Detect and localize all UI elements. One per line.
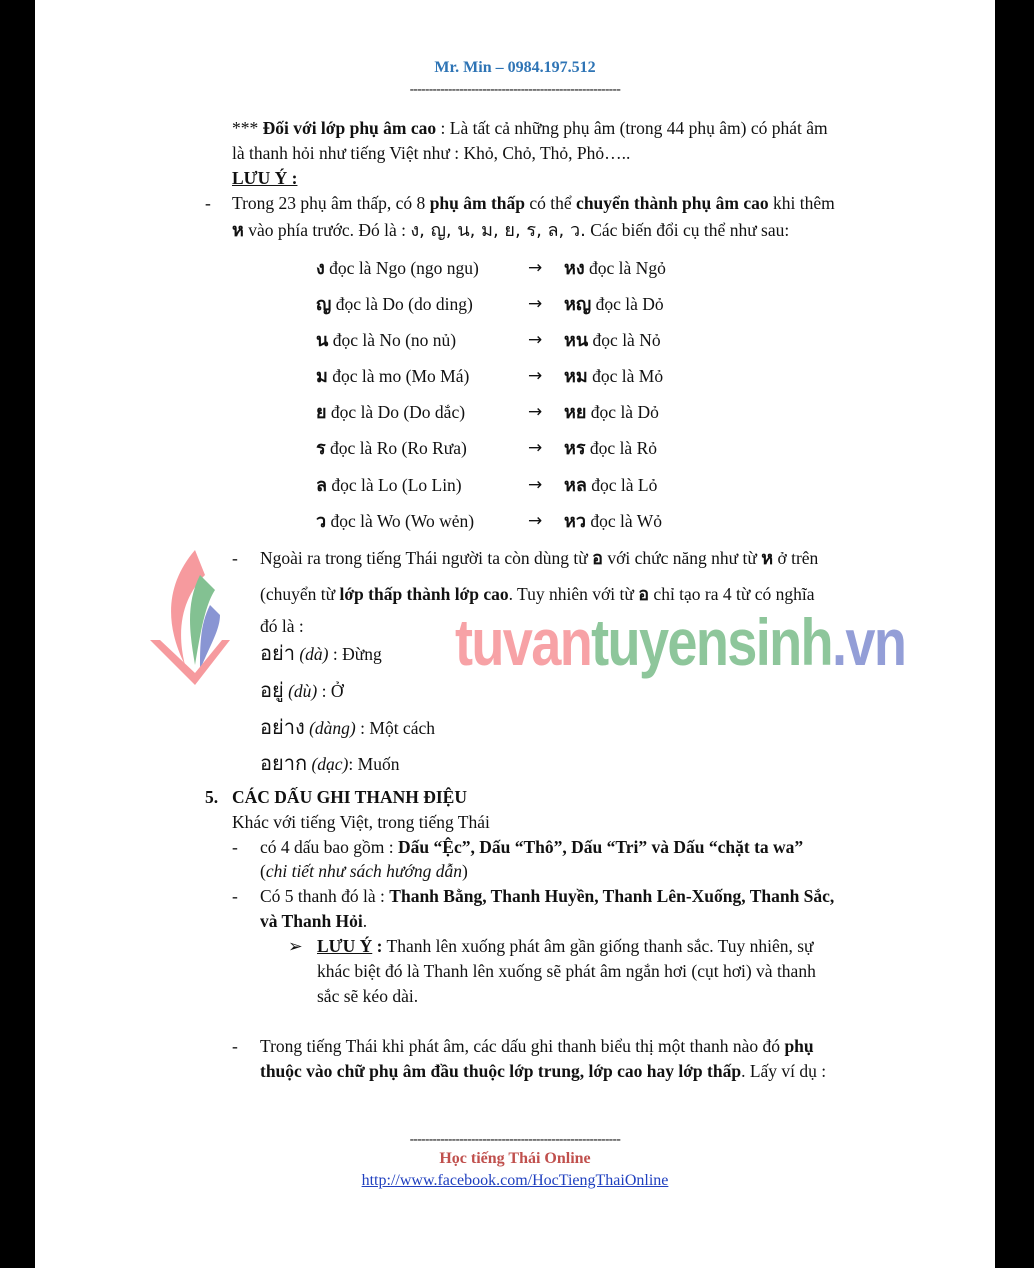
text: Ngoài ra trong tiếng Thái người ta còn dùng từ: [260, 548, 593, 568]
text: (: [260, 861, 266, 881]
thai-letter: ว: [316, 511, 327, 532]
watermark: [455, 607, 905, 677]
conversion-row: [316, 474, 776, 498]
text: (chuyển từ: [260, 584, 340, 604]
bullet: -: [232, 548, 238, 568]
bold-text: phụ: [784, 1036, 814, 1056]
note-line-3: sắc sẽ kéo dài.: [317, 986, 419, 1006]
arrow-right-icon: →: [528, 402, 543, 422]
bold-text: và Thanh Hỏi: [260, 911, 363, 931]
text: đọc là Dỏ: [586, 402, 659, 422]
thai-word: อยาก: [260, 751, 308, 775]
thai-letter: หน: [564, 330, 589, 351]
thai-letter: ง: [316, 258, 325, 279]
conversion-row: [316, 257, 776, 281]
thai-letter: ห: [761, 548, 774, 569]
conversion-row: [316, 401, 776, 425]
bullet: -: [232, 837, 238, 857]
word-item: [260, 642, 382, 665]
conversion-row: [316, 437, 776, 461]
also-line-1: [260, 547, 818, 570]
intro-text: : Là tất cả những phụ âm (trong 44 phụ âm) có phát âm: [436, 118, 828, 138]
text: ): [461, 861, 468, 881]
stars: ***: [232, 118, 263, 138]
pronunciation: (dạc): [311, 754, 349, 774]
low-consonant: [316, 401, 465, 424]
thai-word: อย่าง: [260, 715, 305, 739]
thai-letter: น: [316, 330, 329, 351]
note-label: LƯU Ý: [317, 936, 373, 956]
section-title: CÁC DẤU GHI THANH ĐIỆU: [232, 787, 467, 807]
text: đọc là Lỏ: [586, 475, 658, 495]
footer-title: Học tiếng Thái Online: [439, 1150, 591, 1167]
text: đọc là No (no nủ): [328, 330, 457, 350]
text: có thể: [525, 193, 577, 213]
bullet: -: [232, 1036, 238, 1056]
arrow-right-icon: →: [528, 438, 543, 458]
dep-line-2: [260, 1060, 826, 1082]
text: với chức năng như từ: [602, 548, 762, 568]
low-consonant: [316, 257, 479, 280]
section-number: 5.: [205, 787, 219, 807]
document-page: [35, 0, 995, 1268]
text: đọc là Rỏ: [585, 438, 657, 458]
thai-word: อยู่: [260, 678, 284, 702]
footer-link-wrap: [35, 1168, 995, 1192]
thai-letter: ย: [316, 402, 327, 423]
bullet: -: [232, 886, 238, 906]
marks-line: [260, 836, 803, 858]
thai-letter: ร: [316, 438, 326, 459]
text: đọc là Ngo (ngo ngu): [324, 258, 479, 278]
pronunciation: (dàng): [309, 718, 356, 738]
thai-word: อย่า: [260, 641, 295, 665]
text: . Tuy nhiên với từ: [508, 584, 639, 604]
word-item: [260, 752, 399, 775]
bold-text: chuyển thành phụ âm cao: [576, 193, 769, 213]
arrow-right-icon: →: [528, 294, 543, 314]
high-consonant: [564, 257, 666, 280]
footer-divider: -------------------------------------------------------: [409, 1131, 621, 1146]
high-consonant: [564, 329, 661, 352]
thai-letter: หญ: [564, 294, 592, 315]
text: đọc là Dỏ: [591, 294, 664, 314]
bold-text: Dấu “Ệc”, Dấu “Thô”, Dấu “Tri” và Dấu “chặt ta wa”: [398, 837, 804, 857]
arrow-right-icon: →: [528, 511, 543, 531]
rule-line-2: [232, 219, 789, 242]
conversion-row: [316, 329, 776, 353]
text: đọc là Mỏ: [587, 366, 664, 386]
text: đọc là Ro (Ro Rưa): [325, 438, 467, 458]
text: :: [372, 936, 383, 956]
meaning: : Muốn: [348, 754, 400, 774]
watermark-logo-icon: [145, 545, 235, 695]
high-consonant: [564, 474, 657, 497]
note-line-1: [317, 935, 814, 957]
low-consonant: [316, 510, 474, 533]
thai-letter: หง: [564, 258, 585, 279]
meaning: : Đừng: [328, 644, 382, 664]
thai-letter: หล: [564, 475, 587, 496]
section-intro: Khác với tiếng Việt, trong tiếng Thái: [232, 812, 490, 832]
high-consonant: [564, 401, 659, 424]
dep-line-1: [260, 1035, 814, 1057]
also-line-3: đó là :: [260, 616, 304, 636]
thai-letter: หย: [564, 402, 587, 423]
italic-text: chi tiết như sách hướng dẫn: [265, 861, 462, 881]
meaning: : Ở: [317, 681, 344, 701]
bullet: -: [205, 193, 211, 213]
conversion-row: [316, 365, 776, 389]
low-consonant: [316, 293, 473, 316]
watermark-part: tuvan: [455, 605, 592, 679]
note-label: LƯU Ý :: [232, 168, 298, 188]
bold-text: lớp thấp thành lớp cao: [339, 584, 509, 604]
text: đọc là Do (do ding): [331, 294, 473, 314]
text: có 4 dấu bao gồm :: [260, 837, 399, 857]
intro-line-2: là thanh hỏi như tiếng Việt như : Khỏ, Chỏ, Thỏ, Phỏ…..: [232, 143, 631, 163]
tones-line-2: [260, 910, 367, 932]
text: . Lấy ví dụ :: [741, 1061, 827, 1081]
intro-bold: Đối với lớp phụ âm cao: [262, 118, 437, 138]
thai-letter: หว: [564, 511, 586, 532]
low-consonant: [316, 474, 462, 497]
bold-text: thuộc vào chữ phụ âm đầu thuộc lớp trung, lớp cao hay lớp thấp: [260, 1061, 742, 1081]
text: khi thêm: [768, 193, 835, 213]
low-consonant: [316, 365, 469, 388]
facebook-link[interactable]: http://www.facebook.com/HocTiengThaiOnline: [361, 1172, 669, 1189]
text: đọc là Wo (Wo wẻn): [326, 511, 475, 531]
text: ở trên: [773, 548, 819, 568]
header-divider: -------------------------------------------------------: [409, 81, 621, 96]
meaning: : Một cách: [355, 718, 435, 738]
thai-letter: ห: [232, 220, 244, 241]
arrow-right-icon: →: [528, 330, 543, 350]
text: đọc là Lo (Lo Lin): [327, 475, 462, 495]
pronunciation: (dù): [288, 681, 318, 701]
marks-note: [260, 860, 468, 882]
text: Trong 23 phụ âm thấp, có 8: [232, 193, 430, 213]
text: Thanh lên xuống phát âm gần giống thanh sắc. Tuy nhiên, sự: [382, 936, 814, 956]
arrow-right-icon: →: [528, 366, 543, 386]
thai-letter: ม: [316, 366, 328, 387]
arrow-right-icon: →: [528, 258, 543, 278]
conversion-row: [316, 510, 776, 534]
thai-letter: อ: [592, 548, 603, 569]
conversion-row: [316, 293, 776, 317]
text: đọc là Ngỏ: [584, 258, 666, 278]
low-consonant: [316, 329, 456, 352]
pronunciation: (dà): [299, 644, 329, 664]
watermark-part: tuyensinh: [591, 605, 832, 679]
text: đọc là Wỏ: [585, 511, 662, 531]
high-consonant: [564, 293, 664, 316]
text: đọc là mo (Mo Má): [327, 366, 470, 386]
text: .: [362, 911, 368, 931]
word-item: [260, 716, 435, 739]
text: Các biến đổi cụ thể như sau:: [585, 220, 790, 240]
text: chỉ tạo ra 4 từ có nghĩa: [649, 584, 815, 604]
arrow-bullet-icon: ➢: [288, 936, 303, 956]
intro-line-1: [232, 117, 828, 139]
high-consonant: [564, 365, 663, 388]
rule-line-1: [232, 192, 835, 214]
text: đọc là Nỏ: [588, 330, 661, 350]
high-consonant: [564, 510, 662, 533]
also-line-2: [260, 583, 815, 606]
watermark-part: .vn: [831, 605, 906, 679]
header-title: Mr. Min – 0984.197.512: [434, 59, 596, 76]
high-consonant: [564, 437, 657, 460]
text: vào phía trước. Đó là :: [243, 220, 411, 240]
low-consonant: [316, 437, 467, 460]
bold-text: phụ âm thấp: [429, 193, 526, 213]
text: Có 5 thanh đó là :: [260, 886, 390, 906]
thai-letter: หม: [564, 366, 588, 387]
thai-letter: หร: [564, 438, 586, 459]
thai-letter: ญ: [316, 294, 332, 315]
arrow-right-icon: →: [528, 475, 543, 495]
note-line-2: khác biệt đó là Thanh lên xuống sẽ phát âm ngắn hơi (cụt hơi) và thanh: [317, 961, 816, 981]
tones-line-1: [260, 885, 834, 907]
bold-text: Thanh Bằng, Thanh Huyền, Thanh Lên-Xuống, Thanh Sắc,: [389, 886, 835, 906]
thai-letter: ล: [316, 475, 328, 496]
thai-letters: ง, ญ, น, ม, ย, ร, ล, ว.: [410, 220, 586, 241]
word-item: [260, 679, 344, 702]
thai-letter: อ: [638, 584, 650, 605]
text: Trong tiếng Thái khi phát âm, các dấu ghi thanh biểu thị một thanh nào đó: [260, 1036, 785, 1056]
text: đọc là Do (Do dắc): [326, 402, 466, 422]
